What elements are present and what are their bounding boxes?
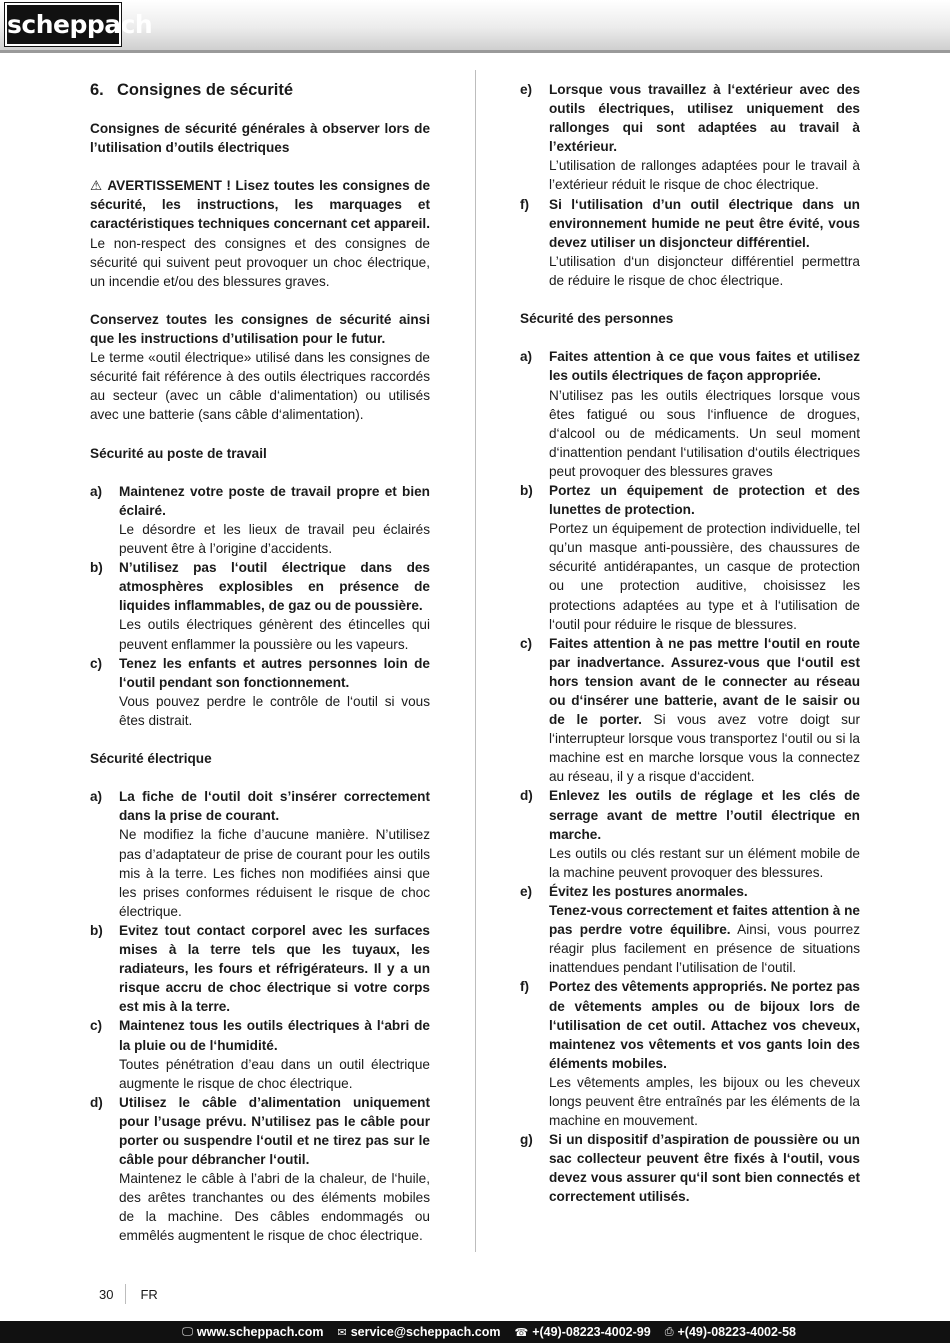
item-bold: Utilisez le câble d’alimentation uniquement pour l’usage prévu. N’utilisez pas le câble pour porter ou suspendre l‘outil et ne tirez pas sur le câble pour débrancher l‘outil.	[119, 1094, 430, 1168]
item-label: b)	[520, 482, 533, 498]
item-bold: Si un dispositif d’aspiration de poussière ou un sac collecteur peuvent être fixés à l‘outil, vous devez vous assurer qu‘il sont bien connectés et correctement utilisés.	[549, 1132, 860, 1205]
keep-instructions-text: Le terme «outil électrique» utilisé dans les consignes de sécurité fait référence à des outils électriques raccordés au secteur (avec un câble d‘alimentation) ou utilisés avec une batterie (sans câble d‘alimentation).	[90, 350, 430, 423]
item-text: Vous pouvez perdre le contrôle de l‘outil si vous êtes distrait.	[119, 693, 430, 728]
item-label: a)	[90, 789, 103, 805]
list-item	[520, 347, 860, 481]
list-item	[520, 195, 860, 290]
header-bar	[0, 0, 950, 50]
item-bold: Évitez les postures anormales.	[549, 883, 748, 899]
item-text: Si vous avez votre doigt sur l‘interrupteur lorsque vous transportez l‘outil ou si la machine est en marche lorsque vous la connectez au réseau, il y a risque d‘accident.	[549, 712, 860, 785]
item-bold: Enlevez les outils de réglage et les clés de serrage avant de mettre l’outil électrique en marche.	[549, 788, 860, 842]
item-bold: Tenez les enfants et autres personnes loin de l‘outil pendant son fonctionnement.	[119, 655, 430, 690]
item-text: Portez un équipement de protection individuelle, tel qu’un masque anti-poussière, des chaussures de sécurité antidérapantes, un casque de protection ou une protection auditive, choisissez les protections adaptées au type et à l‘utilisation de l‘outil pour réduire le risque de blessures.	[549, 521, 860, 632]
language-code: FR	[140, 1286, 158, 1302]
item-text: Ne modifiez la fiche d’aucune manière. N’utilisez pas d’adaptateur de prise de courant pour les outils mis à la terre. Les fiches non modifiées ainsi que les prises conformes réduisent le risque de choc électrique.	[119, 827, 430, 919]
item-text: Les outils électriques génèrent des étincelles qui peuvent enflammer la poussière ou les vapeurs.	[119, 617, 430, 652]
section-title	[90, 80, 430, 100]
item-label: b)	[90, 922, 103, 938]
contact-email[interactable]	[338, 1325, 501, 1339]
item-label: a)	[90, 483, 103, 499]
contact-phone	[514, 1325, 650, 1339]
item-bold: N’utilisez pas l‘outil électrique dans des atmosphères explosibles en présence de liquides inflammables, de gaz ou de poussière.	[119, 560, 430, 614]
item-bold: La fiche de l‘outil doit s’insérer correctement dans la prise de courant.	[119, 789, 430, 824]
list-item	[520, 882, 860, 977]
item-label: c)	[90, 655, 103, 671]
phone-number: +(49)-08223-4002-99	[532, 1325, 651, 1339]
list-item	[90, 482, 430, 558]
item-label: a)	[520, 349, 533, 365]
list-item	[520, 977, 860, 1130]
item-text: Toutes pénétration d’eau dans un outil électrique augmente le risque de choc électrique.	[119, 1056, 430, 1091]
item-label: f)	[520, 196, 530, 212]
item-bold: Faites attention à ne pas mettre l‘outil en route par inadvertance. Assurez-vous que l‘outil est hors tension avant de le connecter au réseau ou d‘insérer une batterie, avant de le saisir ou de le porter.	[549, 635, 860, 728]
footer-divider	[125, 1284, 126, 1304]
column-divider	[475, 70, 476, 1252]
mail-icon: ✉	[337, 1326, 347, 1339]
keep-instructions-bold: Conservez toutes les consignes de sécurité ainsi que les instructions d’utilisation pour le futur.	[90, 311, 430, 347]
electrical-heading: Sécurité électrique	[90, 751, 212, 767]
item-label: b)	[90, 560, 103, 576]
workplace-heading: Sécurité au poste de travail	[90, 445, 267, 461]
persons-heading: Sécurité des personnes	[520, 311, 674, 327]
list-item	[90, 921, 430, 1016]
email-link[interactable]: service@scheppach.com	[350, 1325, 501, 1339]
contact-fax	[665, 1325, 796, 1339]
item-bold: Evitez tout contact corporel avec les surfaces mises à la terre tels que les tuyaux, les radiateurs, les fours et réfrigérateurs. Il y a un risque accru de choc électrique si votre corps est mis à la terre.	[119, 922, 430, 1015]
item-bold: Portez un équipement de protection et des lunettes de protection.	[549, 482, 860, 518]
item-label: e)	[520, 82, 533, 97]
warning-bold: AVERTISSEMENT ! Lisez toutes les consignes de sécurité, les instructions, les marquages et caractéristiques techniques concernant cet appareil.	[90, 178, 431, 232]
item-bold-second: Tenez-vous correctement et faites attention à ne pas perdre votre équilibre.	[549, 903, 860, 938]
list-item	[90, 558, 430, 653]
item-label: e)	[520, 883, 533, 899]
item-text: N’utilisez pas les outils électriques lorsque vous êtes fatigué ou sous l‘influence de drogues, d‘alcool ou de médicaments. Un seul moment d‘inattention pendant l‘utilisation d‘outils électriques peut provoquer des blessures graves	[549, 387, 860, 479]
phone-icon: ☎	[514, 1326, 529, 1339]
item-bold: Portez des vêtements appropriés. Ne portez pas de vêtements amples ou de bijoux lors de l‘utilisation de cet outil. Attachez vos cheveux, maintenez vos vêtements et vos gants loin des éléments mobiles.	[549, 979, 860, 1071]
list-item	[90, 1093, 430, 1246]
item-bold: Si l‘utilisation d’un outil électrique dans un environnement humide ne peut être évité, vous devez utiliser un disjoncteur différentiel.	[549, 196, 860, 250]
website-link[interactable]: www.scheppach.com	[196, 1325, 324, 1339]
warning-paragraph	[90, 176, 430, 291]
warning-icon: ⚠	[90, 178, 103, 194]
left-column	[90, 80, 430, 1246]
header-divider	[0, 50, 950, 53]
list-item	[90, 1016, 430, 1092]
list-item	[520, 634, 860, 787]
page-number: 30	[99, 1286, 114, 1302]
item-label: f)	[520, 979, 530, 995]
item-text: Les outils ou clés restant sur un élément mobile de la machine peuvent provoquer des blessures.	[549, 845, 860, 880]
list-item	[520, 786, 860, 881]
item-label: d)	[520, 788, 533, 804]
monitor-icon: 🖵	[182, 1325, 193, 1338]
list-item	[520, 1130, 860, 1206]
item-label: g)	[520, 1132, 533, 1148]
item-text: L’utilisation de rallonges adaptées pour le travail à l’extérieur réduit le risque de choc électrique.	[549, 158, 860, 193]
item-bold: Maintenez votre poste de travail propre et bien éclairé.	[119, 483, 430, 518]
warning-text: Le non-respect des consignes et des consignes de sécurité qui suivent peut provoquer un choc électrique, un incendie et/ou des blessures graves.	[90, 235, 430, 289]
item-text: Maintenez le câble à l’abri de la chaleur, de l‘huile, des arêtes tranchantes ou des éléments mobiles de la machine. Des câbles endommagés ou emmêlés augmentent le risque de choc électrique.	[119, 1171, 430, 1244]
contact-website[interactable]	[182, 1325, 323, 1339]
right-column	[520, 80, 860, 1207]
item-label: c)	[520, 635, 533, 651]
list-item	[90, 787, 430, 921]
list-item	[520, 481, 860, 634]
item-label: d)	[90, 1094, 103, 1110]
item-text: Les vêtements amples, les bijoux ou les cheveux longs peuvent être entraînés par les éléments de la machine en mouvement.	[549, 1074, 860, 1129]
item-text: Ainsi, vous pourrez réagir plus facilement en présence de situations inattendues pendant l’utilisation de l‘outil.	[549, 922, 860, 976]
list-item	[90, 654, 430, 730]
item-bold: Lorsque vous travaillez à l‘extérieur avec des outils électriques, utilisez uniquement des rallonges qui sont adaptées au travail à l’extérieur.	[549, 82, 860, 155]
fax-number: +(49)-08223-4002-58	[677, 1325, 796, 1339]
page-footer	[99, 1284, 158, 1304]
item-label: c)	[90, 1018, 103, 1034]
item-text: Le désordre et les lieux de travail peu éclairés peuvent être à l’origine d’accidents.	[119, 521, 430, 557]
item-bold: Maintenez tous les outils électriques à l‘abri de la pluie ou de l‘humidité.	[119, 1018, 430, 1053]
general-heading: Consignes de sécurité générales à observer lors de l’utilisation d’outils électriques	[90, 121, 430, 156]
fax-icon: ⎙	[664, 1325, 674, 1338]
section-number: 6.	[90, 81, 104, 99]
item-text: L’utilisation d‘un disjoncteur différentiel permettra de réduire le risque de choc électrique.	[549, 253, 860, 288]
contact-bar	[0, 1321, 950, 1343]
list-item	[520, 80, 860, 195]
scheppach-logo: scheppach	[5, 3, 121, 46]
section-title-text: Consignes de sécurité	[117, 81, 294, 99]
item-bold: Faites attention à ce que vous faites et utilisez les outils électriques de façon appropriée.	[549, 349, 860, 384]
